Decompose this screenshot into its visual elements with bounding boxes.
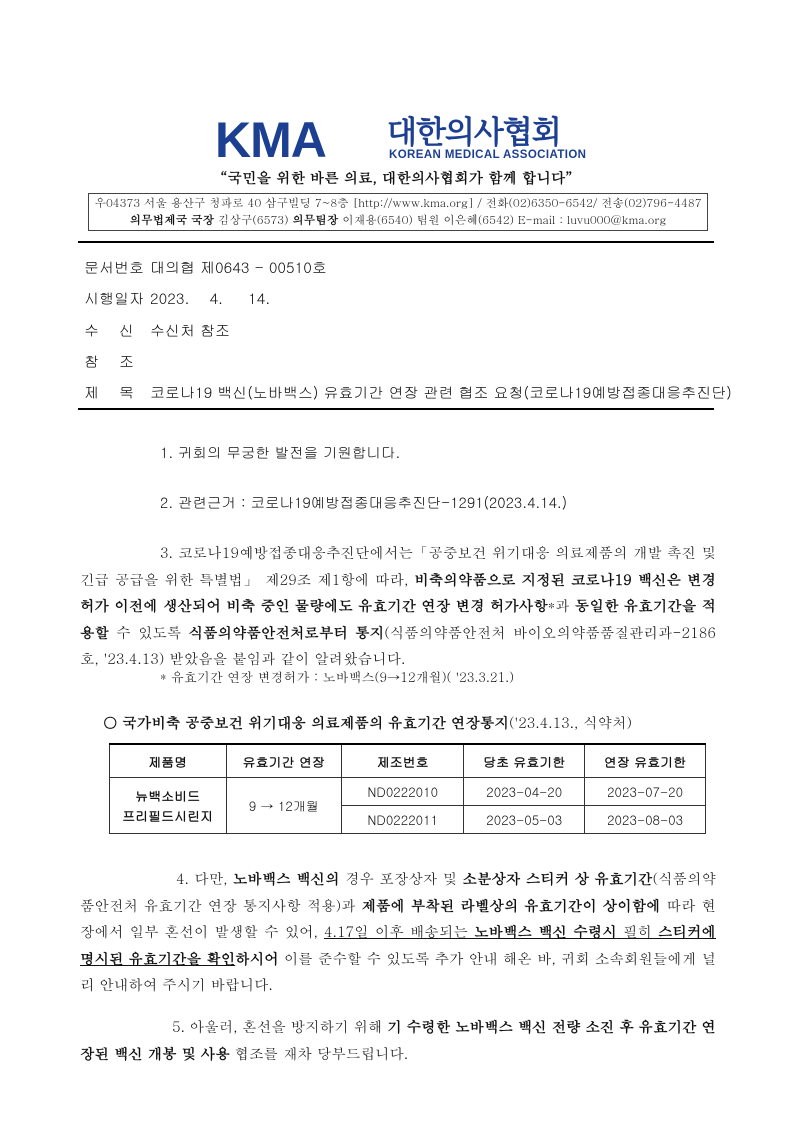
logo-english: KOREAN MEDICAL ASSOCIATION (389, 149, 587, 161)
table-header: 당초 유효기한 (464, 744, 585, 778)
orig-expiry-cell: 2023-04-20 (464, 778, 585, 806)
extension-cell: 9 → 12개월 (226, 778, 342, 834)
paragraph-4: 4. 다만, 노바백스 백신의 경우 포장상자 및 소분상자 스티커 상 유효기간(식품의약품안전처 유효기간 연장 통지사항 적용)과 제품에 부착된 라벨상의 유효기간이 상이함에 따라 현장에서 일부 혼선이 발생할 수 있어, 4.17일 이후 배송되는 노바백스 백신 수령시 필히 스티커에 명시된 유효기간을 확인하시어 이를 준수할 수 있도록 추가 안내 해온 바, 귀회 소속회원들에게 널리 안내하여 주시기 바랍니다. (80, 869, 716, 995)
table-header: 제품명 (110, 744, 227, 778)
lot-cell: ND0222011 (342, 806, 464, 834)
paragraph-2: 2. 관련근거 : 코로나19예방접종대응추진단-1291(2023.4.14.) (160, 493, 568, 513)
address-line: 우04373 서울 용산구 청파로 40 삼구빌딩 7~8층 [http://www.kma.org] / 전화(02)6350-6542/ 전송(02)796-4487 (94, 195, 702, 211)
staff-line: 의무법제국 국장 김상구(6573) 의무팀장 이재용(6540) 팀원 이은혜(6542) E-mail : luvu000@kma.org (129, 212, 667, 228)
table-row (110, 778, 706, 806)
circle-bullet-icon: ○ (103, 713, 118, 733)
table-header: 유효기간 연장 (226, 744, 342, 778)
ext-expiry-cell: 2023-07-20 (585, 778, 706, 806)
doc-number-row: 문서번호 대의협 제0643 - 00510호 (84, 257, 327, 278)
recipient-row: 수 신 수신처 참조 (84, 320, 230, 341)
reference-row: 참 조 (84, 351, 134, 372)
paragraph-5: 5. 아울러, 혼선을 방지하기 위해 기 수령한 노바백스 백신 전량 소진 후 유효기간 연장된 백신 개봉 및 사용 협조를 재차 당부드립니다. (80, 1017, 716, 1064)
kma-logo (215, 112, 587, 168)
product-name-cell: 뉴백소비드 프리필드시린지 (110, 778, 227, 834)
divider (78, 241, 714, 243)
slogan: “국민을 위한 바른 의료, 대한의사협회가 함께 합니다” (220, 168, 573, 188)
table-heading: ○ 국가비축 공중보건 위기대응 의료제품의 유효기간 연장통지('23.4.13., 식약처) (103, 713, 633, 733)
lot-cell: ND0222010 (342, 778, 464, 806)
divider (78, 408, 714, 410)
footnote: * 유효기간 연장 변경허가 : 노바백스(9→12개월)( '23.3.21.) (160, 667, 514, 686)
orig-expiry-cell: 2023-05-03 (464, 806, 585, 834)
logo-letters: KMA (215, 112, 326, 168)
paragraph-3: 3. 코로나19예방접종대응추진단에서는「공중보건 위기대응 의료제품의 개발 촉진 및 긴급 공급을 위한 특별법」 제29조 제1항에 따라, 비축의약품으로 지정된 코로나19 백신은 변경허가 이전에 생산되어 비축 중인 물량에도 유효기간 연장 변경 허가사항*과 동일한 유효기간을 적용할 수 있도록 식품의약품안전처로부터 통지(식품의약품안전처 바이오의약품품질관리과-2186호, '23.4.13) 받았음을 붙임과 같이 알려왔습니다. (80, 543, 716, 669)
subject-row: 제 목 코로나19 백신(노바백스) 유효기간 연장 관련 협조 요청(코로나19예방접종대응추진단) (84, 382, 732, 403)
extension-table (109, 743, 706, 834)
logo-korean: 대한의사협회 (387, 115, 561, 150)
ext-expiry-cell: 2023-08-03 (585, 806, 706, 834)
date-row: 시행일자 2023. 4. 14. (84, 288, 271, 309)
table-header: 연장 유효기한 (585, 744, 706, 778)
contact-info-box (88, 193, 708, 231)
table-header: 제조번호 (342, 744, 464, 778)
paragraph-1: 1. 귀회의 무궁한 발전을 기원합니다. (160, 443, 401, 463)
